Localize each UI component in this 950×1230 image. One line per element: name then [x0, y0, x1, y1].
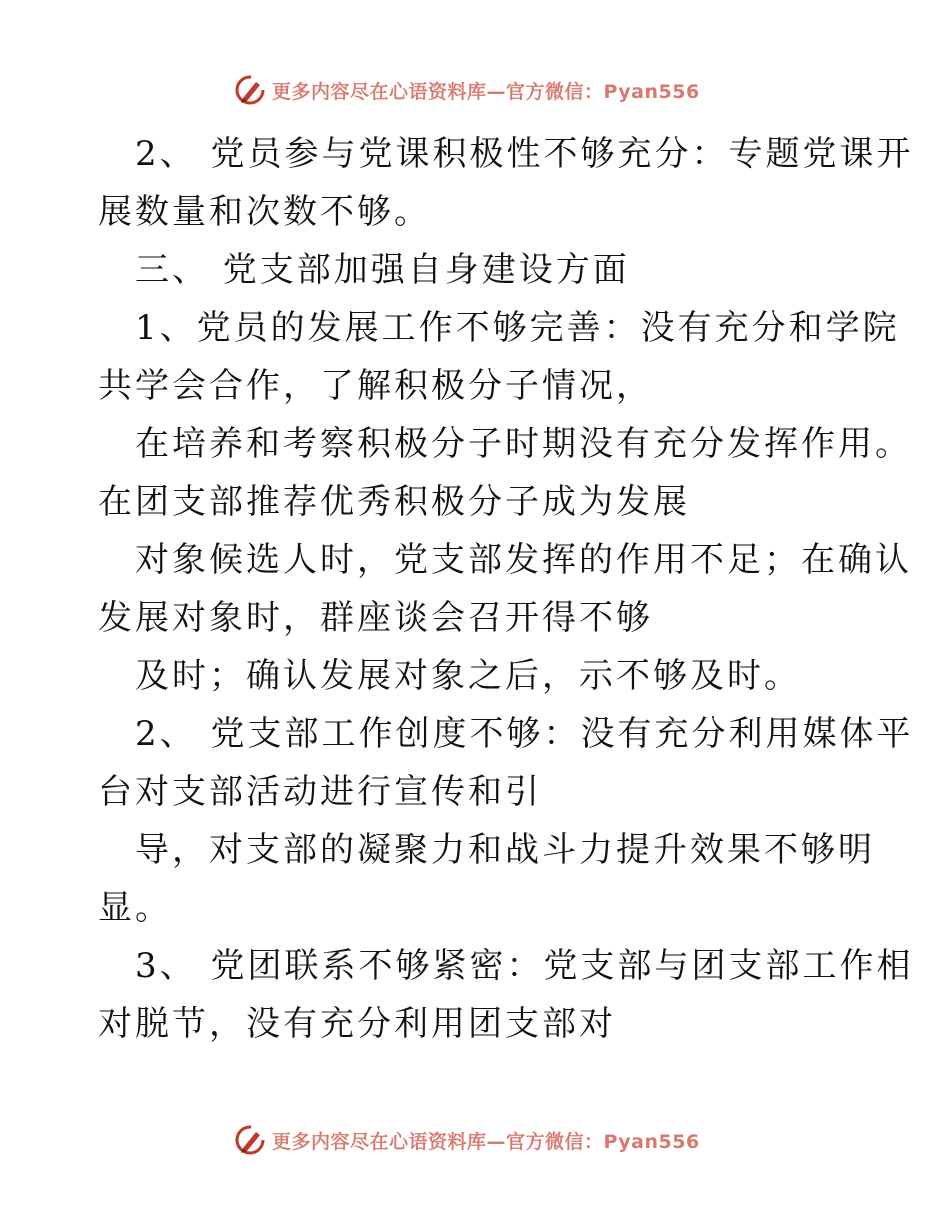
text-line: 对脱节，没有充分利用团支部对	[98, 1004, 616, 1044]
text-line: 在团支部推荐优秀积极分子成为发展	[98, 482, 690, 522]
text-line: 展数量和次数不够。	[98, 192, 431, 232]
text-line: 2、 党支部工作创度不够：没有充分利用媒体平	[135, 714, 914, 754]
footer-banner	[232, 1122, 700, 1158]
text-line: 共学会合作，了解积极分子情况，	[98, 366, 653, 406]
text-line: 2、 党员参与党课积极性不够充分：专题党课开	[135, 134, 914, 174]
section-heading: 三、 党支部加强自身建设方面	[135, 250, 630, 290]
text-line: 台对支部活动进行宣传和引	[98, 772, 542, 812]
text-line: 导，对支部的凝聚力和战斗力提升效果不够明	[135, 830, 875, 870]
text-line: 及时；确认发展对象之后，示不够及时。	[135, 656, 801, 696]
pen-nib-logo-icon	[232, 72, 268, 108]
text-line: 1、党员的发展工作不够完善：没有充分和学院	[135, 308, 900, 348]
pen-nib-logo-icon	[232, 1122, 268, 1158]
header-banner-text: 更多内容尽在心语资料库—官方微信：Pyan556	[272, 80, 700, 103]
header-banner	[232, 72, 700, 108]
document-body	[98, 125, 914, 1053]
text-line: 显。	[98, 888, 172, 928]
footer-banner-text: 更多内容尽在心语资料库—官方微信：Pyan556	[272, 1130, 700, 1153]
text-line: 3、 党团联系不够紧密：党支部与团支部工作相	[135, 946, 914, 986]
text-line: 在培养和考察积极分子时期没有充分发挥作用。	[135, 424, 912, 464]
text-line: 发展对象时，群座谈会召开得不够	[98, 598, 653, 638]
text-line: 对象候选人时，党支部发挥的作用不足；在确认	[135, 540, 912, 580]
